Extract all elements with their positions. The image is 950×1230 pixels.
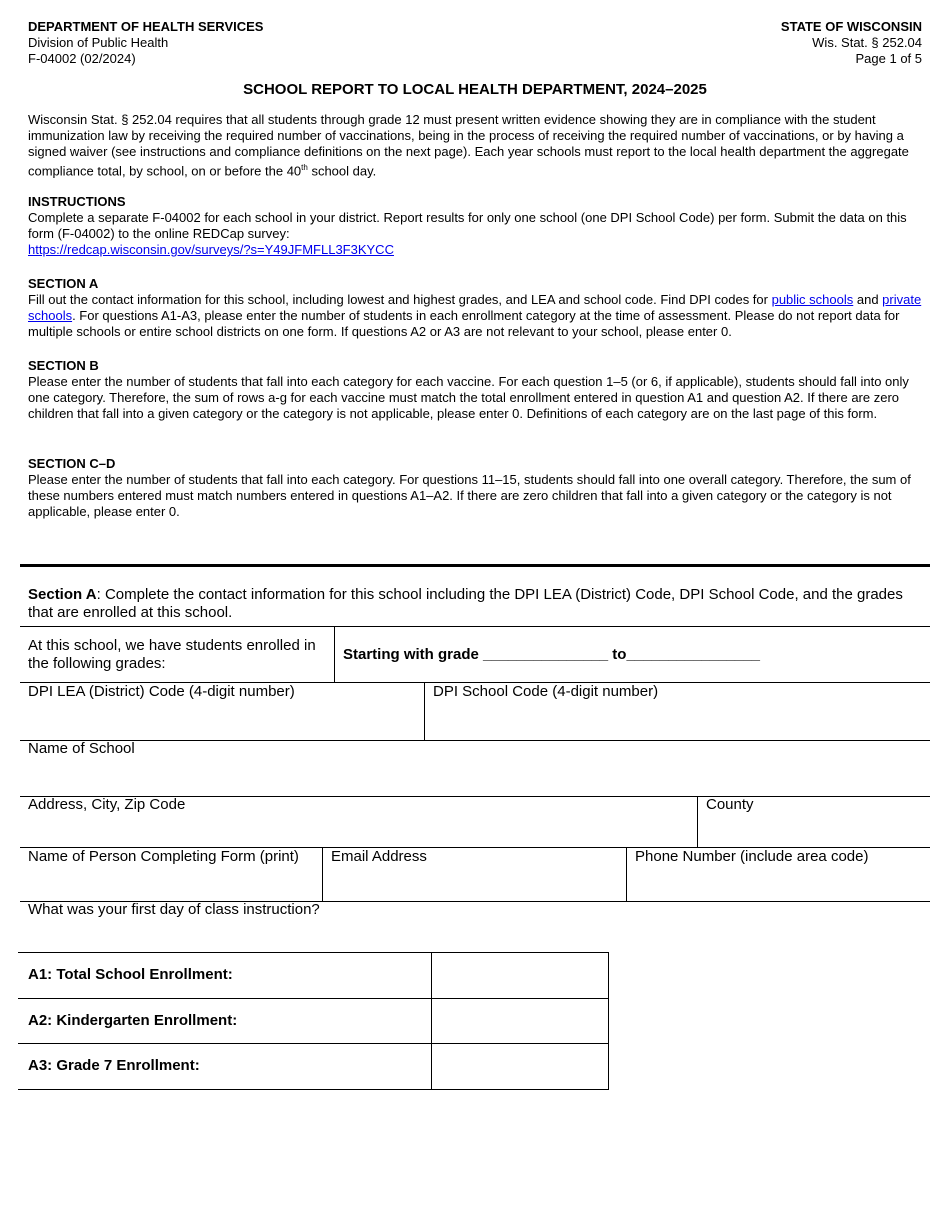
page-number: Page 1 of 5: [855, 51, 922, 66]
a1-label: A1: Total School Enrollment:: [28, 966, 233, 983]
instructions-block: [28, 194, 926, 258]
table-line: [608, 952, 609, 1089]
section-a-text-2: and: [853, 292, 883, 307]
instructions-heading: INSTRUCTIONS: [28, 194, 126, 209]
school-code-field[interactable]: DPI School Code (4-digit number): [433, 683, 659, 700]
header-left: [28, 19, 263, 67]
instructions-text: Complete a separate F-04002 for each school in your district. Report results for only one school (one DPI School Code) per form. Submit the data on this form (F-04002) to the online REDCap survey:: [28, 210, 907, 241]
form-id: F-04002 (02/2024): [28, 51, 136, 66]
form-line: [334, 626, 335, 683]
redcap-survey-link[interactable]: https://redcap.wisconsin.gov/surveys/?s=Y49JFMFLL3F3KYCC: [28, 242, 394, 257]
section-cd-text: Please enter the number of students that fall into each category. For questions 11–15, students should fall into one overall category. Therefore, the sum of these numbers entered must match numbers entered in questions A1–A2. If there are zero children that fall into a given category or the category is not applicable, please enter 0.: [28, 472, 911, 519]
state-name: STATE OF WISCONSIN: [780, 19, 922, 34]
a2-value-input[interactable]: [432, 999, 608, 1043]
section-cd-instructions: [28, 456, 926, 520]
form-line: [20, 626, 930, 627]
division-name: Division of Public Health: [28, 35, 169, 50]
form-line: [322, 847, 323, 902]
intro-paragraph: [28, 112, 926, 179]
section-a-form-heading: [28, 586, 918, 622]
person-name-field[interactable]: Name of Person Completing Form (print): [28, 848, 299, 865]
a3-value-input[interactable]: [432, 1044, 608, 1089]
section-a-instructions: [28, 276, 926, 340]
grades-label: At this school, we have students enrolled in the following grades:: [28, 637, 316, 672]
section-a-heading: SECTION A: [28, 276, 99, 291]
email-field[interactable]: Email Address: [331, 848, 427, 865]
school-name-field[interactable]: Name of School: [28, 740, 135, 757]
public-schools-link[interactable]: public schools: [771, 292, 854, 307]
a1-value-input[interactable]: [432, 953, 608, 998]
dept-name: DEPARTMENT OF HEALTH SERVICES: [28, 19, 264, 34]
county-field[interactable]: County: [706, 796, 754, 813]
address-field[interactable]: Address, City, Zip Code: [28, 796, 186, 813]
statute: Wis. Stat. § 252.04: [812, 35, 922, 50]
form-line: [626, 847, 627, 902]
first-day-field[interactable]: What was your first day of class instruction?: [28, 901, 320, 918]
header-right: [781, 19, 922, 67]
page-title: SCHOOL REPORT TO LOCAL HEALTH DEPARTMENT, 2024–2025: [243, 81, 707, 98]
section-cd-heading: SECTION C–D: [28, 456, 116, 471]
private-schools-link[interactable]: private schools: [28, 292, 922, 323]
form-line: [424, 682, 425, 741]
form-line: [20, 740, 930, 741]
section-b-heading: SECTION B: [28, 358, 99, 373]
phone-field[interactable]: Phone Number (include area code): [635, 848, 869, 865]
section-a-form-heading-text: : Complete the contact information for this school including the DPI LEA (District) Code, DPI School Code, and the grades that are enrolled at this school.: [28, 586, 903, 621]
intro-text-b: school day.: [307, 163, 377, 179]
grades-range-field[interactable]: Starting with grade _______________ to________________: [343, 646, 760, 663]
section-divider: [20, 564, 930, 567]
section-a-text-3: . For questions A1-A3, please enter the number of students in each enrollment category at the time of assessment. Please do not report data for multiple schools or entire school districts on one form. If questions A2 or A3 are not relevant to your school, please enter 0.: [28, 308, 900, 339]
form-line: [697, 796, 698, 848]
section-a-text-1: Fill out the contact information for this school, including lowest and highest grades, and LEA and school code. Find DPI codes for: [28, 292, 772, 307]
section-b-instructions: [28, 358, 926, 422]
intro-sup: th: [301, 163, 308, 172]
a3-label: A3: Grade 7 Enrollment:: [28, 1057, 200, 1074]
section-b-text: Please enter the number of students that fall into each category for each vaccine. For each question 1–5 (or 6, if applicable), students should fall into only one category. Therefore, the sum of rows a-g for each vaccine must match the total enrollment entered in question A1 and question A2. If there are zero children that fall into a given category or the category is not applicable, please enter 0. Definitions of each category are on the last page of this form.: [28, 374, 909, 421]
section-a-form-heading-bold: Section A: [28, 586, 97, 603]
intro-text-a: Wisconsin Stat. § 252.04 requires that all students through grade 12 must present written evidence showing they are in compliance with the student immunization law by receiving the required number of vaccinations, being in the process of receiving the required number of vaccinations, or by having a signed waiver (see instructions and compliance definitions on the next page). Each year schools must report to the local health department the aggregate compliance total, by school, on or before the 40: [28, 112, 909, 179]
table-line: [18, 1089, 609, 1090]
a2-label: A2: Kindergarten Enrollment:: [28, 1012, 238, 1029]
lea-code-field[interactable]: DPI LEA (District) Code (4-digit number): [28, 683, 295, 700]
